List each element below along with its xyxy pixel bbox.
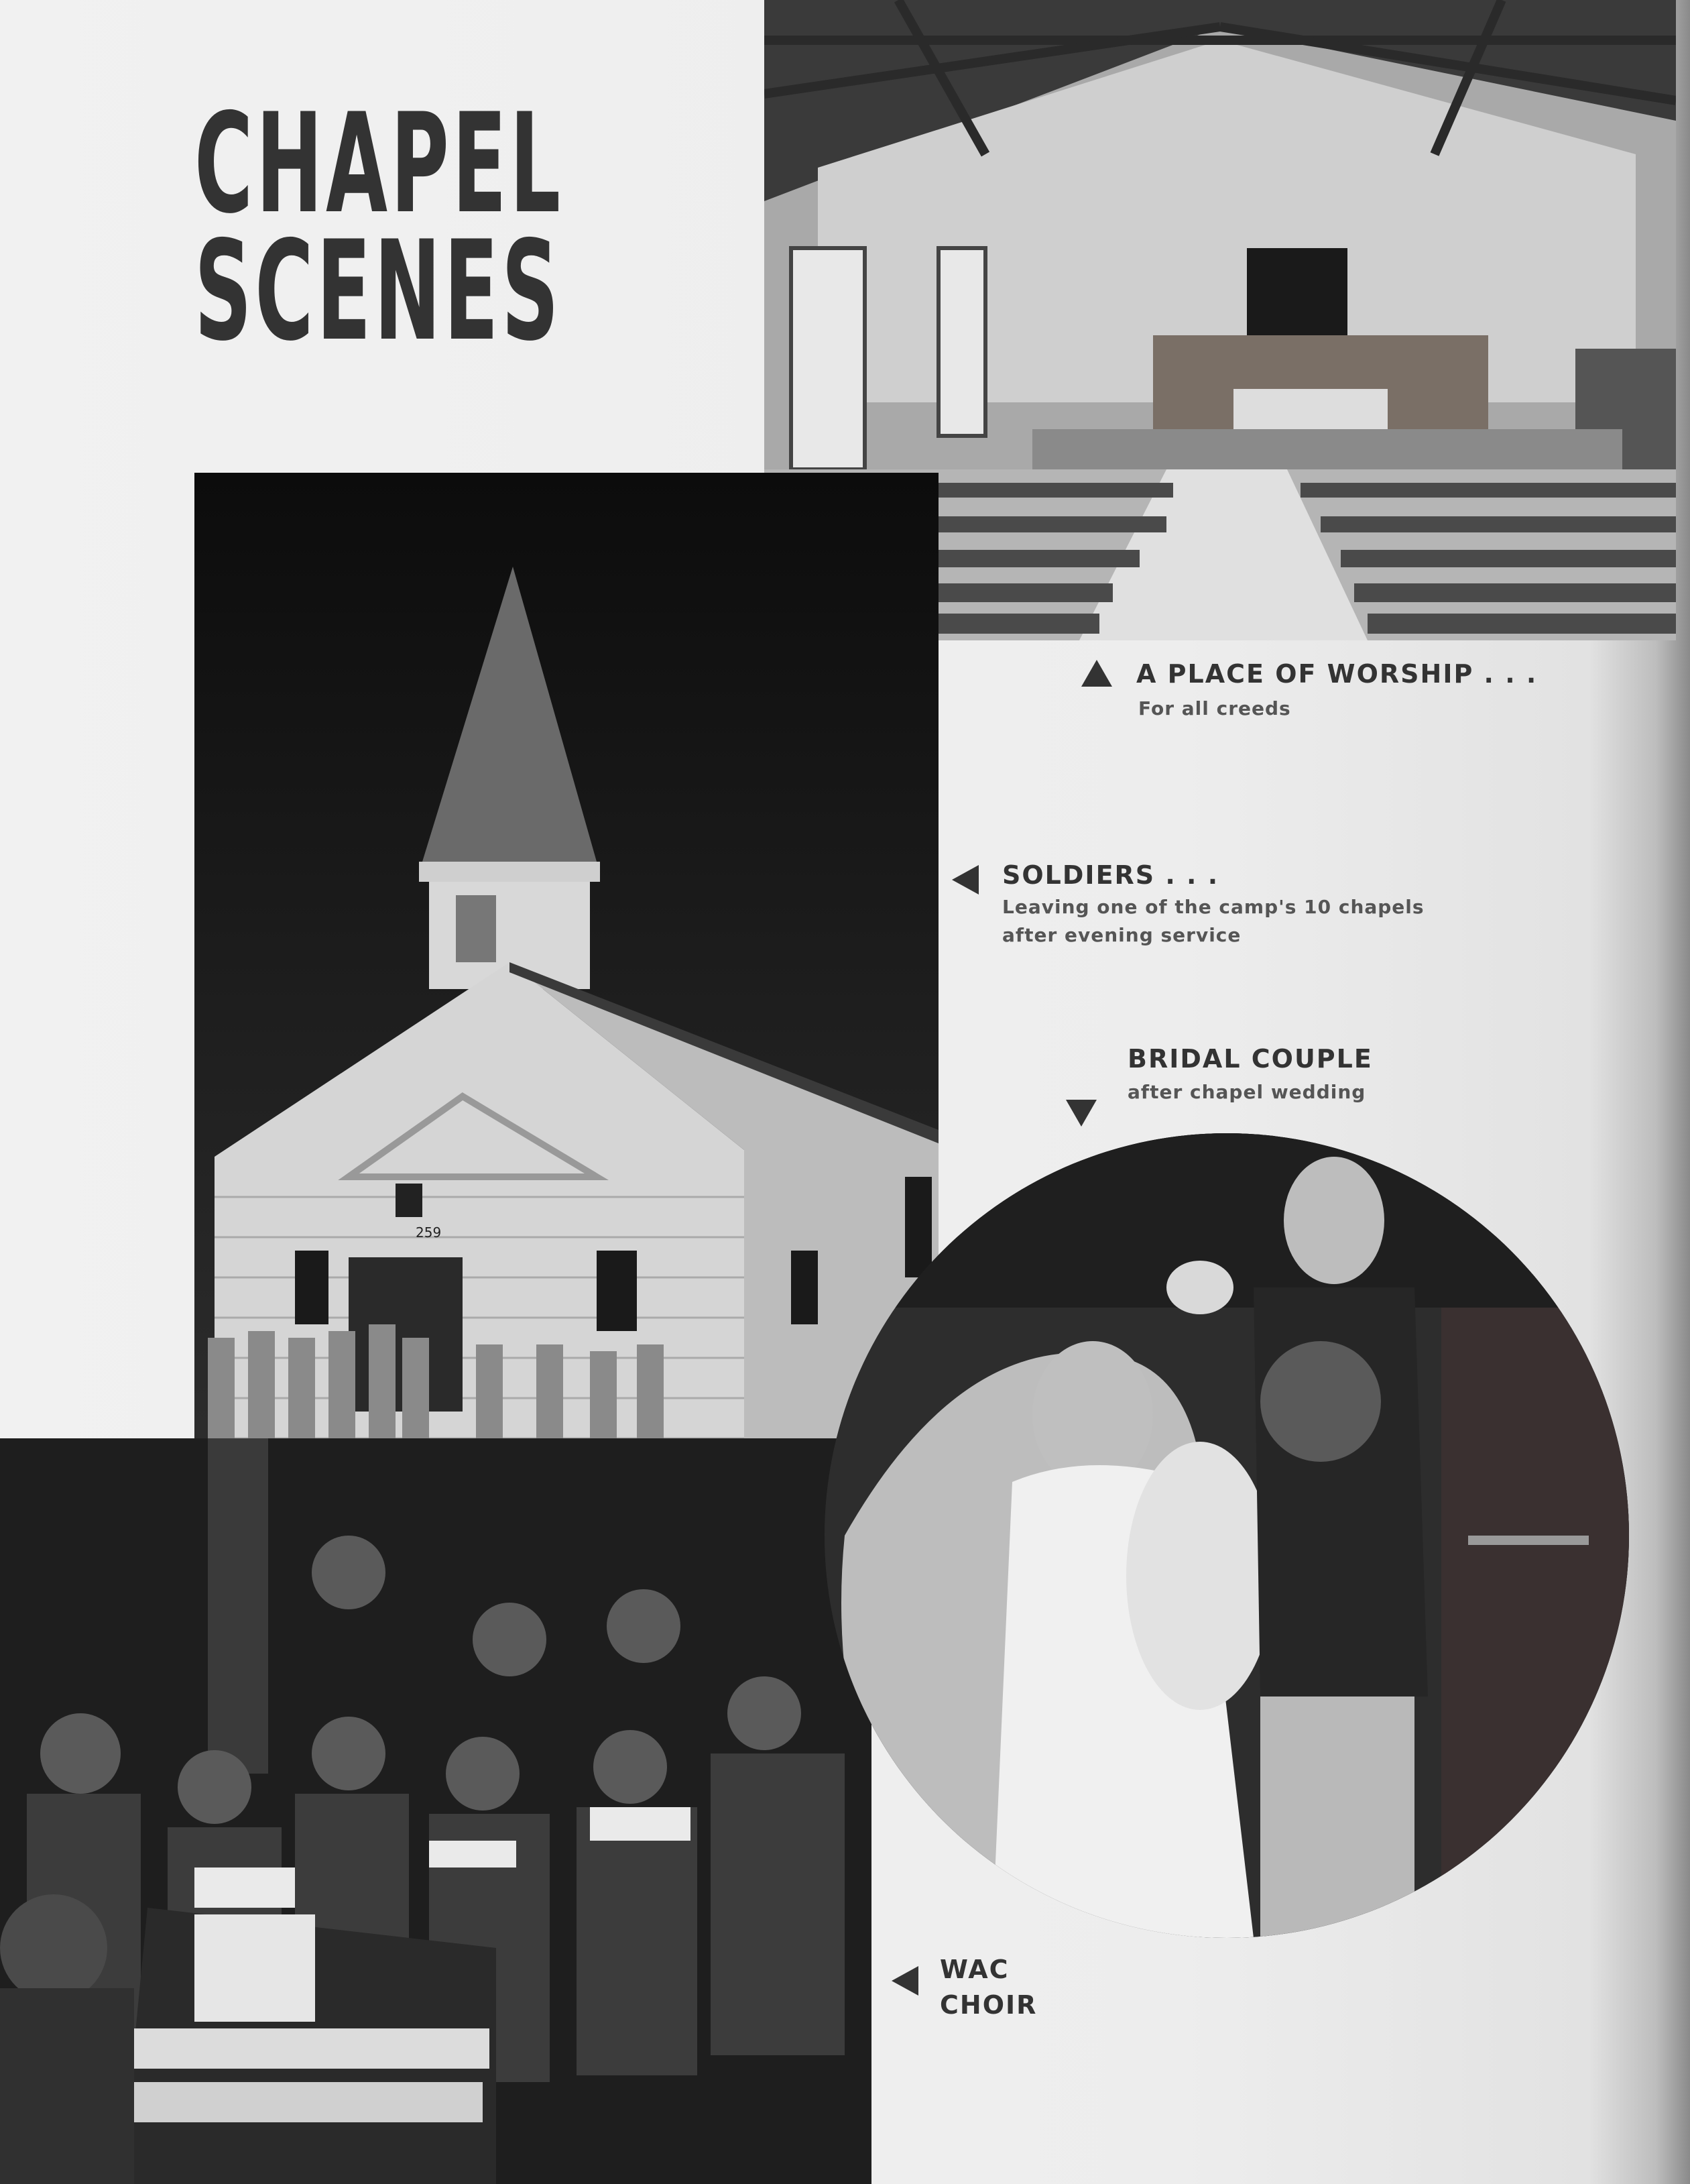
soldiers-caption-line2: after evening service — [1002, 924, 1242, 946]
triangle-down-icon — [1066, 1100, 1097, 1127]
triangle-up-icon — [1081, 660, 1112, 687]
wac-caption-line1: WAC — [940, 1955, 1010, 1984]
title-line-scenes: SCENES — [194, 212, 562, 371]
triangle-left-icon — [952, 865, 979, 895]
wac-caption-line2: CHOIR — [940, 1990, 1038, 2020]
wac-choir-photo — [0, 1438, 871, 2184]
worship-caption-heading: A PLACE OF WORSHIP . . . — [1136, 659, 1538, 689]
church-number-label: 259 — [416, 1224, 442, 1241]
bridal-caption-heading: BRIDAL COUPLE — [1128, 1044, 1373, 1074]
church-exterior-photo — [194, 473, 939, 1492]
bridal-couple-photo — [825, 1133, 1629, 1938]
title-line-chapel: CHAPEL — [194, 84, 564, 244]
soldiers-caption-line1: Leaving one of the camp's 10 chapels — [1002, 896, 1425, 918]
page-title — [194, 84, 564, 371]
soldiers-caption-heading: SOLDIERS . . . — [1002, 860, 1219, 890]
triangle-left-icon — [892, 1966, 918, 1996]
worship-caption-sub: For all creeds — [1138, 697, 1291, 720]
bridal-caption-sub: after chapel wedding — [1128, 1081, 1366, 1103]
